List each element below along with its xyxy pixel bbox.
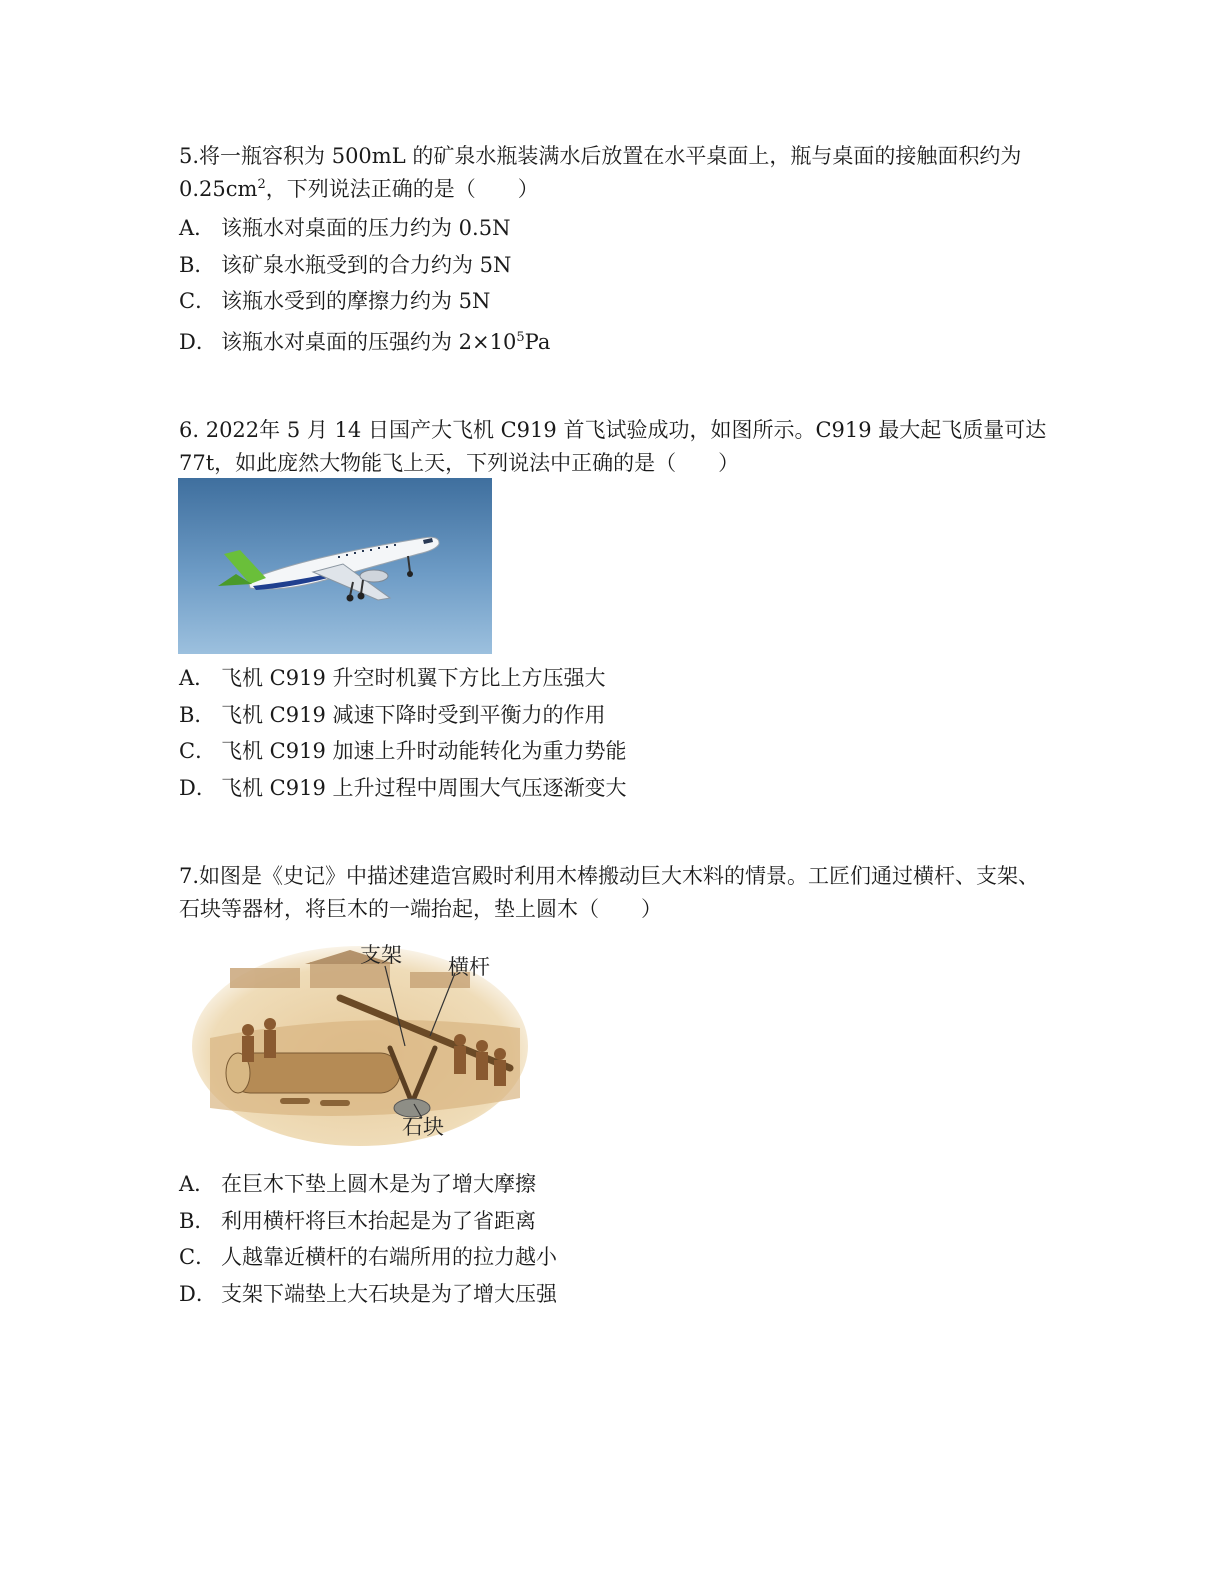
label-bracket: 支架 xyxy=(360,943,402,967)
question-6-options xyxy=(179,660,1049,806)
option-6a: A． 飞机 C919 升空时机翼下方比上方压强大 xyxy=(179,666,606,690)
label-stone: 石块 xyxy=(402,1115,444,1139)
option-6c: C． 飞机 C919 加速上升时动能转化为重力势能 xyxy=(179,739,627,763)
option-7d: D． 支架下端垫上大石块是为了增大压强 xyxy=(179,1281,557,1306)
question-6-stem: 6. 2022年 5 月 14 日国产大飞机 C919 首飞试验成功，如图所示。C919 最大起飞质量可达 77t，如此庞然大物能飞上天，下列说法中正确的是（ ） xyxy=(179,418,1047,475)
question-5 xyxy=(179,140,1049,360)
option-5c: C． 该瓶水受到的摩擦力约为 5N xyxy=(179,289,491,313)
airplane-photo xyxy=(178,478,492,654)
question-5-stem: 5.将一瓶容积为 500mL 的矿泉水瓶装满水后放置在水平桌面上，瓶与桌面的接触面积约为 $0.25cm^2$，下列说法正确的是（ ） xyxy=(179,144,1022,201)
option-5b: B． 该矿泉水瓶受到的合力约为 5N xyxy=(179,252,512,277)
option-7b: B． 利用横杆将巨木抬起是为了省距离 xyxy=(179,1208,536,1233)
option-7a: A． 在巨木下垫上圆木是为了增大摩擦 xyxy=(179,1172,536,1196)
question-6 xyxy=(179,414,1049,480)
question-7-options xyxy=(179,1166,1049,1312)
option-7c: C． 人越靠近横杆的右端所用的拉力越小 xyxy=(179,1245,557,1269)
option-6d: D． 飞机 C919 上升过程中周围大气压逐渐变大 xyxy=(179,775,627,800)
lever-illustration xyxy=(190,928,530,1148)
option-5d: D． 该瓶水对桌面的压强约为 $2\times 10^5Pa$ xyxy=(179,329,551,354)
label-lever: 横杆 xyxy=(448,955,490,979)
question-7 xyxy=(179,860,1049,926)
question-7-stem: 7.如图是《史记》中描述建造宫殿时利用木棒搬动巨大木料的情景。工匠们通过横杆、支架、石块等器材，将巨木的一端抬起，垫上圆木（ ） xyxy=(179,864,1040,921)
option-5a: A． 该瓶水对桌面的压力约为 0.5N xyxy=(179,216,511,240)
option-6b: B． 飞机 C919 减速下降时受到平衡力的作用 xyxy=(179,702,606,727)
